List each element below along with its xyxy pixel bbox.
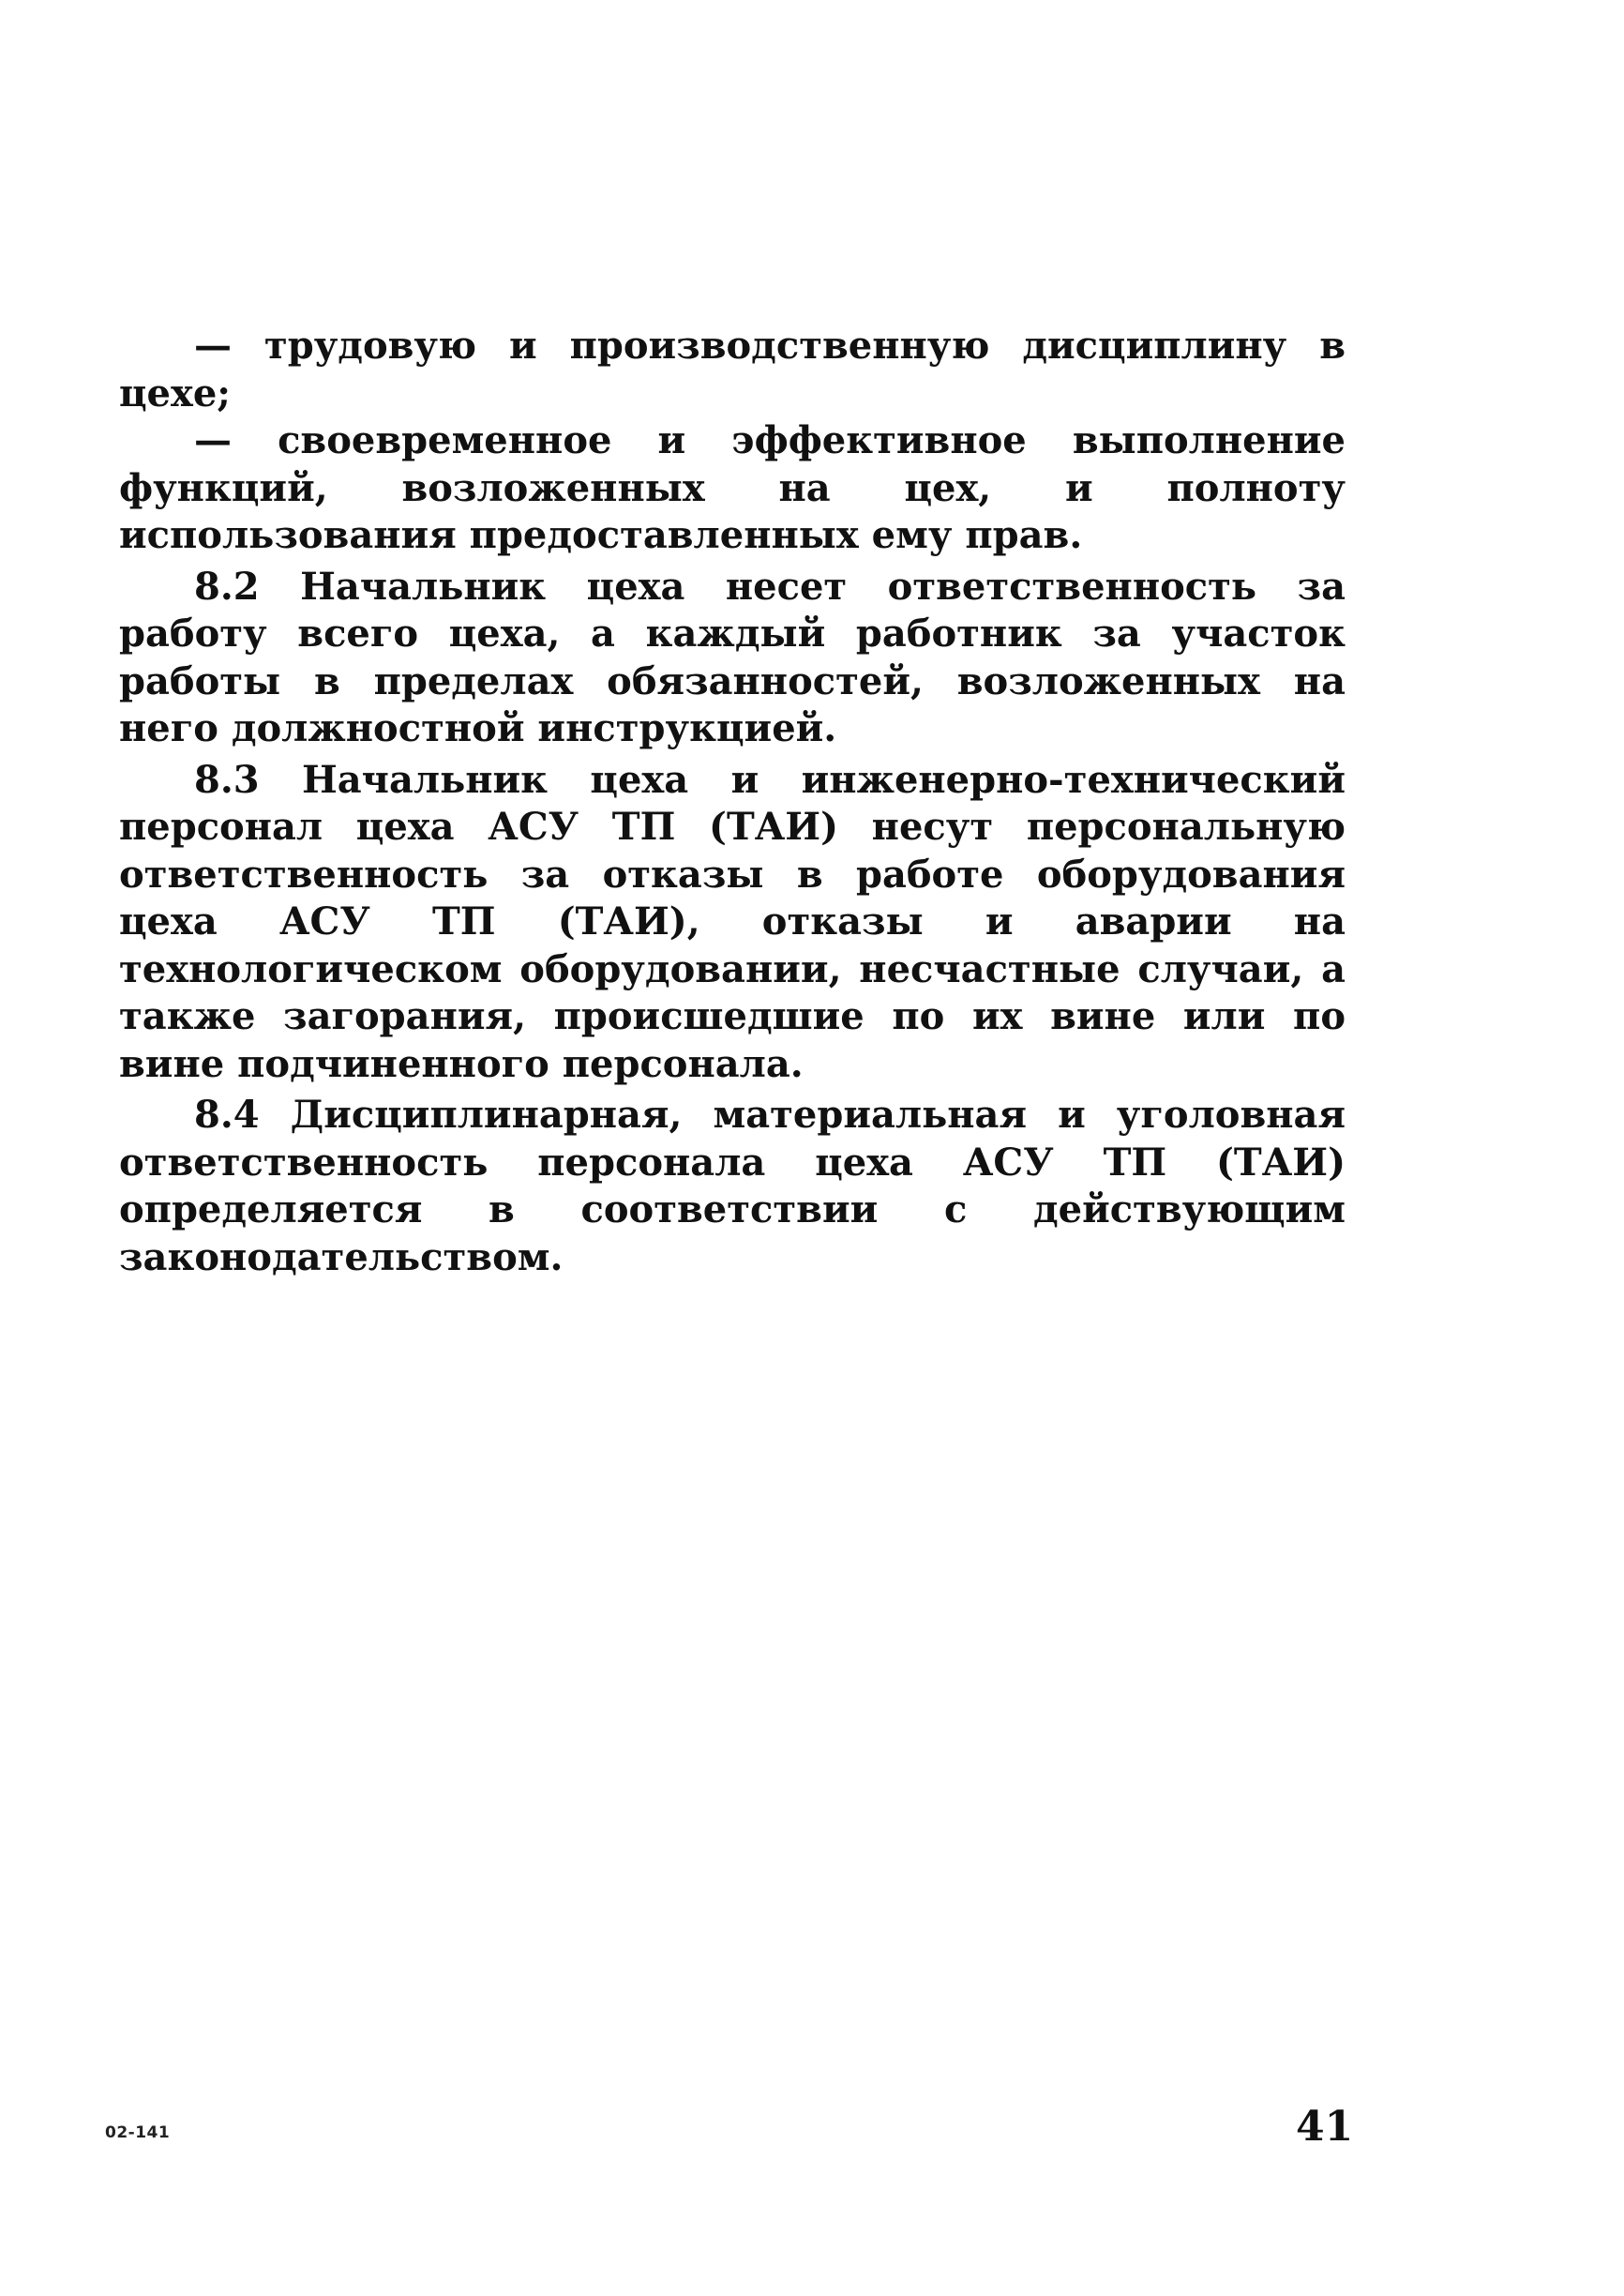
page-number: 41	[1296, 2103, 1354, 2151]
paragraph-text: Начальник цеха несет ответственность за работу всего цеха, а каждый работник за участок работы в пределах обязанностей, возложенных на него должностной инструкцией.	[119, 564, 1346, 750]
paragraph-text: Начальник цеха и инженерно-технический персонал цеха АСУ ТП (ТАИ) несут персональную ответственность за отказы в работе оборудования цеха АСУ ТП (ТАИ), отказы и аварии на технологическом оборудовании, несчастные случаи, а также загорания, происшедшие по их вине или по вине подчиненного персонала.	[119, 757, 1346, 1086]
section-number: 8.4	[194, 1093, 260, 1137]
list-item-dash-1	[119, 323, 1346, 417]
paragraph-text: — трудовую и производственную дисциплину в цехе;	[119, 324, 1346, 415]
section-number: 8.3	[194, 757, 260, 802]
paragraph-text: — своевременное и эффективное выполнение функций, возложенных на цех, и полноту использования предоставленных ему прав.	[119, 418, 1346, 557]
section-8-3	[119, 757, 1346, 1089]
section-8-4	[119, 1092, 1346, 1281]
document-code: 02-141	[105, 2123, 171, 2142]
section-number: 8.2	[194, 564, 260, 609]
list-item-dash-2	[119, 417, 1346, 560]
section-8-2	[119, 564, 1346, 753]
paragraph-text: Дисциплинарная, материальная и уголовная ответственность персонала цеха АСУ ТП (ТАИ) определяется в соответствии с действующим законодательством.	[119, 1093, 1346, 1279]
body-text	[119, 323, 1346, 1281]
